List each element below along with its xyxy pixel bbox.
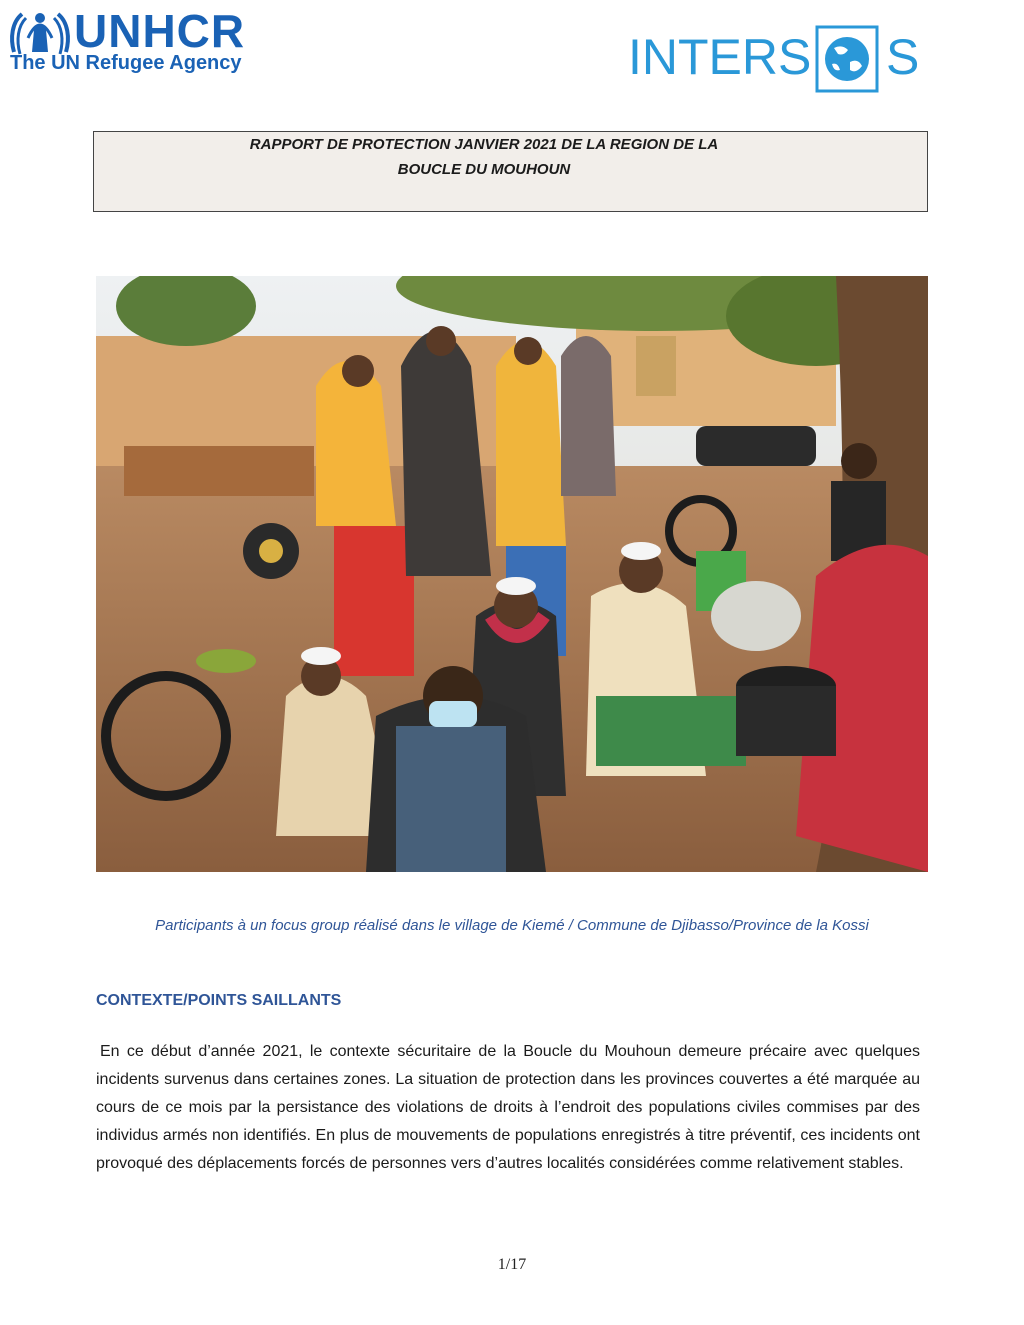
intersos-wordmark-right: S xyxy=(886,29,920,85)
unhcr-emblem-icon xyxy=(8,8,72,58)
report-title-line-1: RAPPORT DE PROTECTION JANVIER 2021 DE LA REGION DE LA xyxy=(249,136,719,153)
unhcr-logo xyxy=(8,5,278,80)
photo-caption: Participants à un focus group réalisé dans le village de Kiemé / Commune de Djibasso/Province de la Kossi xyxy=(155,917,869,934)
intersos-wordmark-left: INTERS xyxy=(628,29,812,85)
unhcr-wordmark: UNHCR xyxy=(74,5,246,57)
globe-icon xyxy=(814,24,880,94)
focus-group-photo xyxy=(96,276,928,872)
section-heading: CONTEXTE/POINTS SAILLANTS xyxy=(96,992,342,1009)
intersos-logo xyxy=(628,22,928,96)
unhcr-tagline: The UN Refugee Agency xyxy=(10,52,242,74)
body-paragraph: En ce début d’année 2021, le contexte sécuritaire de la Boucle du Mouhoun demeure précaire avec quelques incidents survenus dans certaines zones. La situation de protection dans les provinces couvertes a été marquée au cours de ce mois par la persistance des violations de droits à l’endroit des populations civiles commises par des individus armés non identifiés. En plus de mouvements de populations enregistrés à titre préventif, ces incidents ont provoqué des déplacements forcés de personnes vers d’autres localités considérées comme relativement stables. xyxy=(96,1043,920,1172)
report-title-box xyxy=(93,131,928,212)
page-number: 1/17 xyxy=(497,1256,527,1273)
report-title-line-2: BOUCLE DU MOUHOUN xyxy=(397,161,571,178)
